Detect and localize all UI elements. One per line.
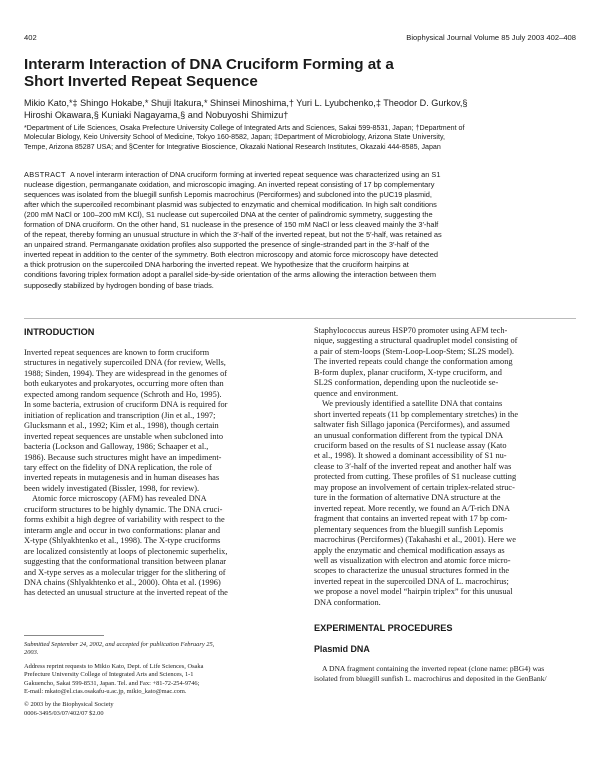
- text-line: inverted repeats in mutagenesis and in human diseases has: [24, 473, 220, 483]
- text-line: tary effect on the fidelity of DNA replication, the role of: [24, 462, 212, 472]
- text-line: cruciform structures to be highly dynamic. The DNA cruci-: [24, 504, 223, 514]
- text-line: isolated from bluegill sunfish L. macrochirus and deposited in the GenBank/: [314, 673, 547, 683]
- affiliation-line: Molecular Biology, Keio University School of Medicine, Tokyo 160-8582, Japan; ‡Department of Microbiology, Arizona State University,: [24, 133, 445, 142]
- text-line: X-type (Shlyakhtenko et al., 1998). The X-type cruciforms: [24, 536, 221, 546]
- abstract-line: of the repeat, thereby forming an unusual structure in which the 3′-half of the inverted repeat, but not the 5′-half, was retained as: [24, 230, 442, 240]
- text-line: ture in the formation of alternative DNA structure at the: [314, 493, 501, 503]
- text-line: initiation of replication and transcription (Jin et al., 1997;: [24, 410, 216, 420]
- text-line: inverted repeat. More recently, we found an A/T-rich DNA: [314, 503, 511, 513]
- text-line: DNA chains (Shlyakhtenko et al., 2000). Ohta et al. (1996): [24, 577, 221, 587]
- text-line: A DNA fragment containing the inverted repeat (clone name: pBG4) was: [322, 664, 545, 674]
- abstract-line: ABSTRACT A novel interarm interaction of DNA cruciform forming at inverted repeat sequence was characterized using an S1: [24, 170, 441, 179]
- right-column: [314, 326, 576, 683]
- address-line: Prefecture University College of Integrated Arts and Sciences, 1-1: [24, 671, 194, 679]
- text-line: fragment that contains an inverted repeat with 17 bp com-: [314, 514, 508, 524]
- text-line: has detected an unusual structure at the inverted repeat of the: [24, 588, 228, 598]
- intro-paragraph-3: [314, 326, 576, 399]
- running-header: [24, 33, 576, 45]
- affiliation-line: Tempe, Arizona 85287 USA; and §Center for Integrative Bioscience, Okazaki National Research Institutes, Okazaki 444-8585, Japan: [24, 142, 441, 151]
- text-line: suggesting that the conformational transition between planar: [24, 557, 227, 567]
- text-line: The inverted repeats could change the conformation among: [314, 357, 513, 367]
- methods-paragraph: [314, 664, 576, 683]
- submitted-note: Submitted September 24, 2002, and accepted for publication February 25,: [24, 641, 215, 648]
- text-line: are localized consistently at loops of plectonemic superhelix,: [24, 546, 228, 556]
- text-line: et al., 1998). It showed a dominant accessibility of S1 nu-: [314, 451, 507, 461]
- text-line: inverted repeat sequences are unstable when subcloned into: [24, 431, 224, 441]
- text-line: expected among random sequence (Schroth and Ho, 1995).: [24, 389, 222, 399]
- abstract-line: formation of DNA cruciform. On the other hand, S1 nuclease in the presence of 150 mM NaCl or less cleaved mainly the 3′-half: [24, 220, 439, 230]
- footnote-divider: [24, 635, 104, 636]
- intro-paragraph-2: [24, 494, 286, 599]
- footnotes: [24, 641, 286, 718]
- text-line: inverted repeat in the supercoiled DNA of L. macrochirus;: [314, 576, 509, 586]
- text-line: 1986). Because such structures might have an impediment-: [24, 452, 222, 462]
- text-line: saltwater fish Sillago japonica (Perciformes), and assumed: [314, 420, 510, 430]
- title-line: Short Inverted Repeat Sequence: [24, 73, 258, 90]
- article-title: [24, 56, 576, 90]
- text-line: interarm angle and occur in two conformations: planar and: [24, 525, 221, 535]
- text-line: both eukaryotes and prokaryotes, occurring more often than: [24, 379, 224, 389]
- abstract-line: supposedly stabilized by hydrogen bonding of base triads.: [24, 280, 214, 290]
- text-line: Atomic force microscopy (AFM) has revealed DNA: [32, 494, 207, 504]
- text-line: apply the enzymatic and chemical modification assays as: [314, 545, 505, 555]
- page-number: 402: [24, 33, 37, 42]
- affiliation-line: *Department of Life Sciences, Osaka Prefecture University College of Integrated Arts and Sciences, Sakai 599-8531, Japan; †Department of: [24, 124, 465, 132]
- address-line: E-mail: mkato@el.cias.osakafu-u.ac.jp, mikio_kato@mac.com.: [24, 688, 187, 696]
- text-line: short inverted repeats (11 bp complementary stretches) in the: [314, 409, 519, 419]
- left-column: [24, 326, 286, 599]
- text-line: macrochirus (Perciformes) (Takahashi et al., 2001). Here we: [314, 535, 516, 545]
- text-line: bacteria (Lockson and Galloway, 1986; Schaaper et al.,: [24, 442, 209, 452]
- text-line: may propose an involvement of certain triplex-related struc-: [314, 482, 515, 492]
- text-line: a pair of stem-loops (Stem-Loop-Loop-Stem; SL2S model).: [314, 346, 514, 356]
- text-line: B-form duplex, planar cruciform, X-type cruciform, and: [314, 367, 502, 377]
- text-line: protected from cutting. These profiles of S1 nuclease cutting: [314, 472, 517, 482]
- text-line: Staphylococcus aureus HSP70 promoter using AFM tech-: [314, 326, 508, 335]
- text-line: and X-type serves as a molecular trigger for the slithering of: [24, 567, 226, 577]
- text-line: nique, suggesting a structural quadruplet model consisting of: [314, 336, 518, 346]
- text-line: scopes to characterize the unusual structures formed in the: [314, 566, 510, 576]
- experimental-heading: EXPERIMENTAL PROCEDURES: [314, 623, 453, 634]
- abstract-line: a thick protrusion on the supercoiled DNA harboring the inverted repeat. We hypothesize that the cruciform hairpins at: [24, 260, 409, 270]
- text-line: been widely investigated (Bissler, 1998, for review).: [24, 483, 200, 493]
- author-line: Mikio Kato,*‡ Shingo Hokabe,* Shuji Itakura,* Shinsei Minoshima,† Yuri L. Lyubchenko,‡ Theodor D. Gurkov,§: [24, 98, 468, 108]
- abstract-line: nuclease digestion, permanganate oxidation, and microscopic imaging. An inverted repeat consisting of 17 bp complementary: [24, 180, 435, 190]
- author-list: [24, 98, 576, 121]
- abstract-line: sequences was isolated from the bluegill sunfish Lepomis macrochirus (Perciformes) and subcloned into the pUC19 plasmid,: [24, 190, 432, 200]
- text-line: Inverted repeat sequences are known to form cruciform: [24, 348, 210, 357]
- article-ids: 0006-3495/03/07/402/07 $2.00: [24, 709, 104, 717]
- journal-info: Biophysical Journal Volume 85 July 2003 402–408: [406, 33, 576, 42]
- abstract-line: inverted repeat in addition to the center of the symmetry. Both electron microscopy and atomic force microscopy have detected: [24, 250, 438, 260]
- text-line: DNA conformation.: [314, 597, 381, 607]
- text-line: we propose a novel model “hairpin triplex” for this unusual: [314, 587, 513, 597]
- address-line: Address reprint requests to Mikio Kato, Dept. of Life Sciences, Osaka: [24, 662, 204, 670]
- author-line: Hiroshi Okawara,§ Kuniaki Nagayama,§ and Nobuyoshi Shimizu†: [24, 109, 289, 120]
- abstract-line: conditions favoring triplex formation adopt a parallel side-by-side orientation of the arms allowing the interaction between them: [24, 270, 437, 280]
- intro-paragraph-4: [314, 399, 576, 608]
- text-line: forms exhibit a high degree of variability with respect to the: [24, 515, 225, 525]
- introduction-heading: INTRODUCTION: [24, 327, 95, 337]
- submitted-note: 2003.: [24, 649, 39, 657]
- text-line: cruciform based on the results of S1 nuclease assay (Kato: [314, 440, 507, 450]
- abstract: [24, 170, 576, 291]
- text-line: clease to 3′-half of the inverted repeat and another half was: [314, 461, 512, 471]
- text-line: plementary sequences from the bluegill sunfish Lepomis: [314, 524, 504, 534]
- intro-paragraph-1: [24, 348, 286, 494]
- text-line: Glucksmann et al., 1992; Kim et al., 1998), though certain: [24, 421, 219, 431]
- text-line: an unusual conformation different from the typical DNA: [314, 430, 504, 440]
- abstract-label: ABSTRACT: [24, 170, 66, 179]
- copyright: © 2003 by the Biophysical Society: [24, 701, 114, 709]
- text-line: 1988; Sinden, 1994). They are widespread in the genomes of: [24, 368, 228, 378]
- journal-page: [24, 0, 576, 779]
- affiliations: [24, 124, 576, 152]
- abstract-line: an unpaired strand. Permanganate oxidation profiles also supported the presence of single-stranded part in the 3′-half of the: [24, 240, 430, 250]
- text-line: quence and environment.: [314, 388, 399, 398]
- text-line: structures in negatively supercoiled DNA (for review, Wells,: [24, 358, 226, 368]
- text-line: In some bacteria, extrusion of cruciform DNA is required for: [24, 400, 228, 410]
- plasmid-subheading: Plasmid DNA: [314, 644, 370, 655]
- address-line: Gakuencho, Sakai 599-8531, Japan. Tel. and Fax: +81-72-254-9746;: [24, 679, 200, 687]
- title-line: Interarm Interaction of DNA Cruciform Forming at a: [24, 56, 394, 73]
- abstract-line: (200 mM NaCl or 100–200 mM KCl), S1 nuclease cut supercoiled DNA at the center of palindromic symmetry, suggesting the: [24, 210, 433, 220]
- text-line: SL2S conformation, depending upon the nucleotide se-: [314, 378, 499, 388]
- section-divider: [24, 318, 576, 319]
- abstract-line: after which the supercoiled recombinant plasmid was subjected to enzymatic and chemical modification. In high salt conditions: [24, 200, 437, 210]
- text-line: We previously identified a satellite DNA that contains: [322, 399, 503, 409]
- text-line: well as visualization with electron and atomic force micro-: [314, 555, 511, 565]
